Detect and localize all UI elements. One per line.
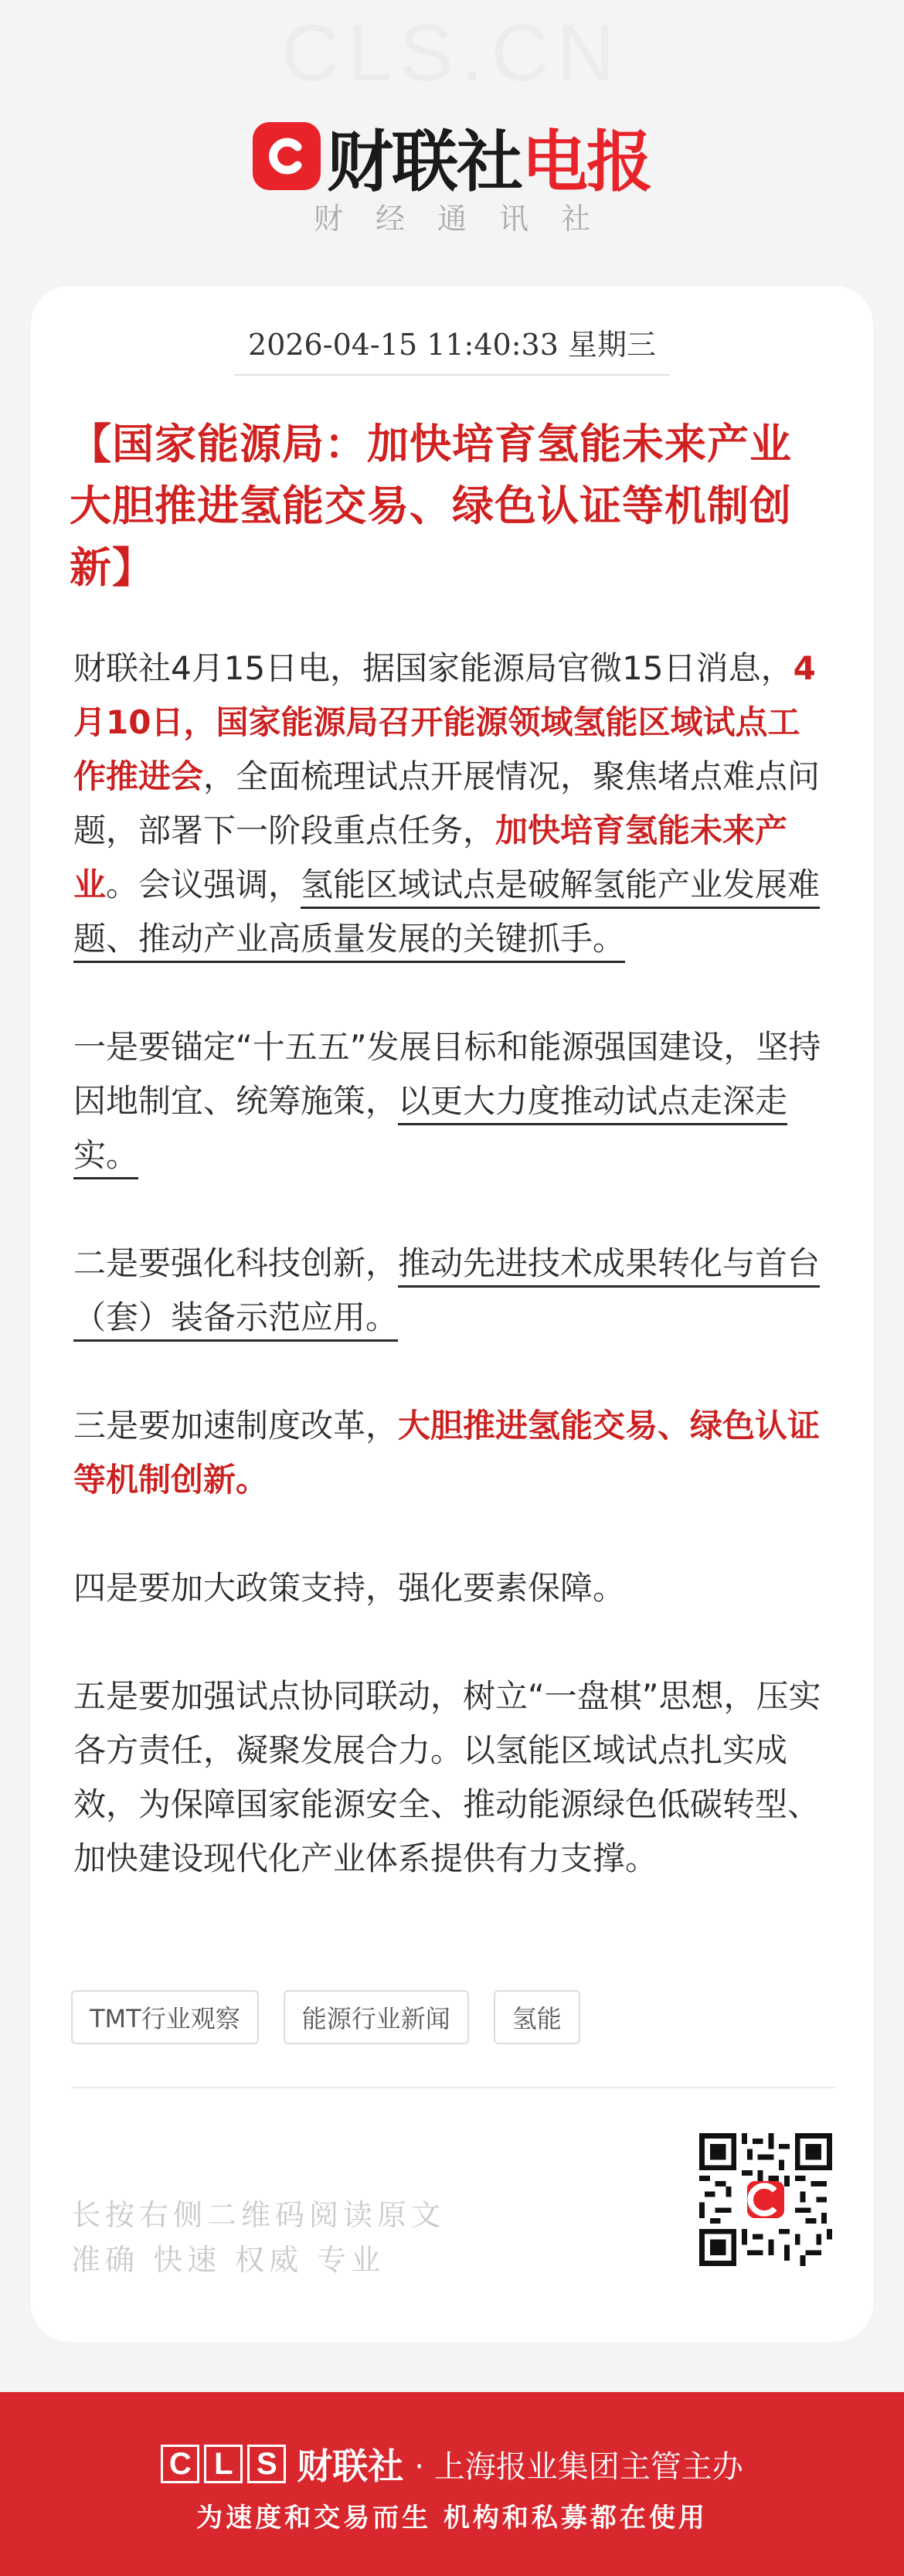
p3-underlined: 推动先进技术成果转化与首台（套）装备示范应用。 xyxy=(73,1244,821,1336)
banner-publisher: · 上海报业集团主管主办 xyxy=(414,2448,743,2485)
footer-divider xyxy=(71,2087,836,2088)
p4-text: 三是要加速制度改革， xyxy=(73,1407,399,1445)
logo-wordmark xyxy=(327,108,651,204)
publish-datetime xyxy=(0,321,904,376)
cls-logo xyxy=(161,2445,286,2483)
tag-list xyxy=(71,1990,580,2044)
paragraph-5 xyxy=(73,1561,831,1615)
p1-underlined: 氢能区域试点是破解氢能产业发展难题、推动产业高质量发展的关键抓手。 xyxy=(73,866,821,958)
brand-logo xyxy=(0,108,904,204)
cls-letter-c: C xyxy=(161,2445,199,2483)
banner-tagline: 为速度和交易而生 机构和私募都在使用 xyxy=(196,2503,708,2533)
qr-code-icon[interactable] xyxy=(699,2133,832,2266)
p6-text: 五是要加强试点协同联动，树立“一盘棋”思想，压实各方责任，凝聚发展合力。以氢能区域试点扎实成效，为保障国家能源安全、推动能源绿色低碳转型、加快建设现代化产业体系提供有力支撑。 xyxy=(73,1677,821,1877)
watermark-text: CLS.CN xyxy=(281,9,623,98)
p2-text: 一是要锚定“十五五”发展目标和能源强国建设，坚持因地制宜、统筹施策， xyxy=(73,1028,821,1120)
logo-c-icon xyxy=(253,122,321,190)
tag-hydrogen[interactable]: 氢能 xyxy=(494,1990,580,2044)
p1-highlight-2: 加快培育氢能未来产业 xyxy=(73,812,788,903)
logo-name: 财联社 xyxy=(327,124,522,201)
p2-underlined: 以更大力度推动试点走深走实。 xyxy=(73,1082,788,1174)
logo-product: 电报 xyxy=(522,124,651,201)
paragraph-4 xyxy=(73,1399,831,1507)
p1-text-2: ，全面梳理试点开展情况，聚焦堵点难点问题，部署下一阶段重点任务， xyxy=(73,757,821,849)
banner-brand-row xyxy=(0,2438,904,2489)
p1-text: 财联社4月15日电，据国家能源局官微15日消息， xyxy=(73,649,794,687)
tag-energy-news[interactable]: 能源行业新闻 xyxy=(284,1990,469,2044)
paragraph-2 xyxy=(73,1020,831,1183)
p1-highlight: 4月10日，国家能源局召开能源领域氢能区域试点工作推进会 xyxy=(73,649,816,795)
datetime-text: 2026-04-15 11:40:33 星期三 xyxy=(234,321,670,376)
p3-text: 二是要强化科技创新， xyxy=(73,1244,399,1282)
p5-text: 四是要加大政策支持，强化要素保障。 xyxy=(73,1569,626,1607)
cls-letter-s: S xyxy=(247,2445,286,2483)
cls-letter-l: L xyxy=(204,2445,243,2483)
qr-hint: 长按右侧二维码阅读原文 xyxy=(71,2198,446,2232)
paragraph-6 xyxy=(73,1669,831,1886)
p1-text-3: 。会议强调， xyxy=(106,866,301,903)
tag-tmt[interactable]: TMT行业观察 xyxy=(71,1990,259,2044)
banner-brand-name: 财联社 xyxy=(297,2445,404,2487)
article-body xyxy=(73,641,831,1886)
brand-subtitle: 财经通讯社 xyxy=(313,202,623,236)
article-headline: 【国家能源局：加快培育氢能未来产业 大胆推进氢能交易、绿色认证等机制创新】 xyxy=(70,420,792,592)
slogan: 准确 快速 权威 专业 xyxy=(71,2243,386,2277)
paragraph-3 xyxy=(73,1237,831,1345)
p4-highlight: 大胆推进氢能交易、绿色认证等机制创新。 xyxy=(73,1407,821,1499)
paragraph-1 xyxy=(73,641,831,966)
